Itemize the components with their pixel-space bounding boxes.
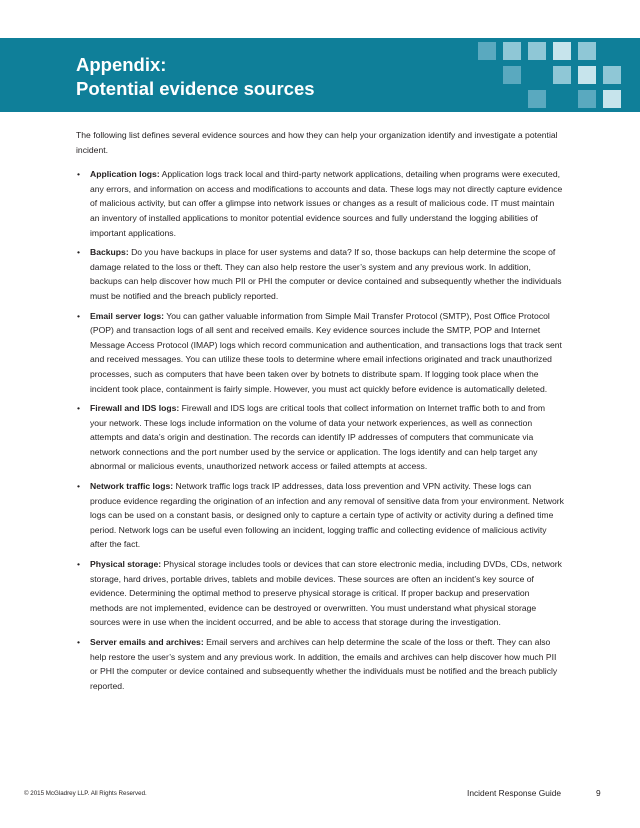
decorative-tile <box>578 66 596 84</box>
item-text: Firewall and IDS logs are critical tools that collect information on Internet traffic both to and from your network. These logs include information on the volume of data your network experiences, as well as connection attempts and data’s origin and destination. The records can identify IP addresses of computers that communicate via network connections and the port number used by the service or application. The logs identify and can help target any abnormal or malicious events, unauthorized network access or failed attempts at access. <box>90 403 546 472</box>
page-title-line-1: Appendix: <box>76 54 167 75</box>
decorative-tile <box>478 42 496 60</box>
item-text: Physical storage includes tools or devices that can store electronic media, including DVDs, CDs, network storage, hard drives, portable drives, tablets and mobile devices. These sources are often an incident’s key source of evidence. Determining the optimal method to preserve physical storage is critical. If proper backup and preservation methods are not implemented, evidence can be destroyed or overwritten. You must understand what physical storage sources were in use when the incident occurred, and be able to access that storage during the investigation. <box>90 559 562 628</box>
decorative-tile <box>528 90 546 108</box>
decorative-tile <box>553 66 571 84</box>
item-text: Email servers and archives can help determine the scale of the loss or theft. They can also help restore the user’s system and any previous work. In addition, the emails and archives can help discover how much PII or PHI the computer or device contained and subsequently whether the individuals must be notified and the breach publicly reported. <box>90 637 558 691</box>
item-text: Do you have backups in place for user systems and data? If so, those backups can help determine the scope of damage related to the loss or theft. They can also help restore the user’s system and any previous work. In addition, backups can help discover how much PII or PHI the computer or device contained and subsequently whether the individuals must be notified and the breach publicly reported. <box>90 247 562 301</box>
main-content <box>76 128 564 698</box>
item-term: Email server logs: <box>90 310 165 321</box>
bullet-icon: • <box>77 637 81 647</box>
bullet-icon: • <box>77 481 81 492</box>
item-term: Application logs: <box>90 169 160 180</box>
page-number: 9 <box>596 788 601 798</box>
bullet-icon: • <box>77 169 81 180</box>
bullet-icon: • <box>77 559 81 570</box>
list-item-firewall-ids-logs <box>76 401 564 474</box>
page-title <box>76 53 315 101</box>
footer-guide-title: Incident Response Guide <box>467 788 562 798</box>
list-item-backups <box>76 245 564 303</box>
decorative-tile <box>503 66 521 84</box>
intro-paragraph: The following list defines several evidence sources and how they can help your organization identify and investigate a potential incident. <box>76 130 558 155</box>
bullet-icon: • <box>77 247 81 258</box>
decorative-tile <box>578 90 596 108</box>
item-text: Application logs track local and third-party network applications, detailing when programs were executed, any errors, and information on access and modifications to accounts and data. These logs may not directly capture evidence of malicious activity, but can offer a glimpse into network issues or changes as a result of malicious code. IT must maintain an inventory of installed applications to monitor potential evidence sources and fully understand the logging abilities of important applications. <box>90 169 563 238</box>
decorative-tile <box>578 42 596 60</box>
decorative-tile <box>603 66 621 84</box>
decorative-tile <box>553 42 571 60</box>
item-term: Firewall and IDS logs: <box>90 403 180 414</box>
list-item-application-logs <box>76 167 564 240</box>
list-item-physical-storage <box>76 557 564 630</box>
bullet-icon: • <box>77 310 81 321</box>
decorative-tile <box>503 42 521 60</box>
item-text: Network traffic logs track IP addresses, data loss prevention and VPN activity. These logs can produce evidence regarding the origination of an infection and any removal of sensitive data from your environment. Network logs can be used on a constant basis, or designed only to capture a certain type of activity or activity during a defined time period. Network logs can be useful even following an incident, logging traffic and collecting evidence of malicious activity after the fact. <box>90 481 564 550</box>
item-term: Physical storage: <box>90 559 162 570</box>
decorative-tile <box>528 42 546 60</box>
list-item-server-emails-archives <box>76 635 564 693</box>
footer-copyright: © 2015 McGladrey LLP. All Rights Reserved. <box>24 790 147 797</box>
page-title-line-2: Potential evidence sources <box>76 78 315 99</box>
item-text: You can gather valuable information from Simple Mail Transfer Protocol (SMTP), Post Office Protocol (POP) and transaction logs of all sent and received emails. Key evidence sources include the SMTP, POP and Internet Message Access Protocol (IMAP) logs which record communication and authentication, and transactions logs that track sent and received messages. You can utilize these tools to determine where email infections originated and track unauthorized processes, such as computers that have been taken over by botnets to distribute spam. If logging took place when the incident took place, containment is fairly simple. However, you must act quickly before evidence is automatically deleted. <box>90 310 562 394</box>
list-item-email-server-logs <box>76 309 564 397</box>
item-term: Network traffic logs: <box>90 481 174 492</box>
evidence-sources-list <box>76 167 564 693</box>
item-term: Backups: <box>90 247 129 258</box>
item-term: Server emails and archives: <box>90 637 204 647</box>
decorative-tile <box>603 90 621 108</box>
bullet-icon: • <box>77 403 81 414</box>
list-item-network-traffic-logs <box>76 479 564 552</box>
